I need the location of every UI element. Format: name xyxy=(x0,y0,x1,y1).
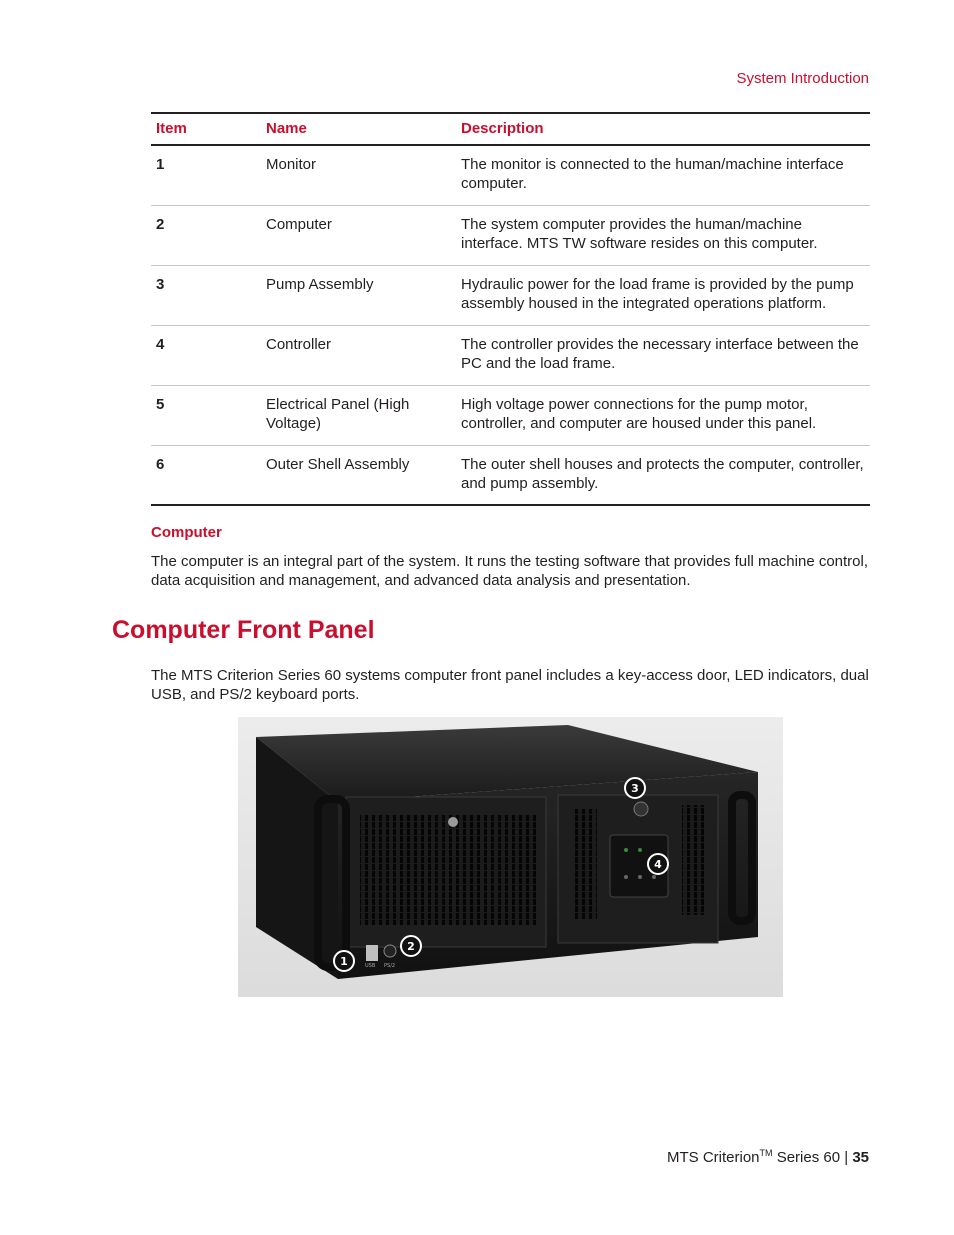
item-name: Pump Assembly xyxy=(261,266,456,326)
running-header: System Introduction xyxy=(736,70,869,87)
item-number: 4 xyxy=(151,326,261,386)
footer-product: MTS Criterion xyxy=(667,1149,760,1166)
svg-text:4: 4 xyxy=(654,858,662,871)
item-description: Hydraulic power for the load frame is provided by the pump assembly housed in the integrated operations platform. xyxy=(456,266,870,326)
table-row xyxy=(151,266,870,326)
computer-paragraph: The computer is an integral part of the system. It runs the testing software that provides full machine control, data acquisition and management, and advanced data analysis and presentation. xyxy=(151,553,869,589)
usb-port-label: USB xyxy=(365,963,376,969)
item-name: Monitor xyxy=(261,145,456,206)
computer-subheading: Computer xyxy=(151,524,222,541)
svg-text:3: 3 xyxy=(631,782,639,795)
item-number: 2 xyxy=(151,206,261,266)
callout-2 xyxy=(401,936,421,956)
section-title: Computer Front Panel xyxy=(112,616,375,644)
item-description: The controller provides the necessary interface between the PC and the load frame. xyxy=(456,326,870,386)
item-name: Outer Shell Assembly xyxy=(261,446,456,506)
item-description: The outer shell houses and protects the computer, controller, and pump assembly. xyxy=(456,446,870,506)
item-number: 6 xyxy=(151,446,261,506)
item-number: 3 xyxy=(151,266,261,326)
footer-series: Series 60 | xyxy=(772,1149,853,1166)
svg-text:2: 2 xyxy=(407,940,415,953)
computer-front-panel-photo xyxy=(238,717,783,997)
callout-3 xyxy=(625,778,645,798)
item-description: The system computer provides the human/machine interface. MTS TW software resides on this computer. xyxy=(456,206,870,266)
table-row xyxy=(151,206,870,266)
items-table xyxy=(151,112,870,506)
ps2-port-label: PS/2 xyxy=(384,963,396,969)
column-header-name: Name xyxy=(261,113,456,145)
table-row xyxy=(151,386,870,446)
item-description: The monitor is connected to the human/machine interface computer. xyxy=(456,145,870,206)
item-name: Computer xyxy=(261,206,456,266)
page-footer xyxy=(667,1148,869,1166)
front-panel-paragraph: The MTS Criterion Series 60 systems computer front panel includes a key-access door, LED indicators, dual USB, and PS/2 keyboard ports. xyxy=(151,667,869,703)
svg-text:1: 1 xyxy=(340,955,348,968)
trademark-symbol: TM xyxy=(759,1148,773,1158)
computer-chassis-illustration xyxy=(238,717,783,997)
item-number: 5 xyxy=(151,386,261,446)
page-number: 35 xyxy=(852,1149,869,1166)
column-header-item: Item xyxy=(151,113,261,145)
item-number: 1 xyxy=(151,145,261,206)
item-description: High voltage power connections for the pump motor, controller, and computer are housed under this panel. xyxy=(456,386,870,446)
column-header-description: Description xyxy=(456,113,870,145)
table-header-row xyxy=(151,113,870,145)
item-name: Electrical Panel (High Voltage) xyxy=(261,386,456,446)
callout-1 xyxy=(334,951,354,971)
item-name: Controller xyxy=(261,326,456,386)
callout-4 xyxy=(648,854,668,874)
table-row xyxy=(151,326,870,386)
table-row xyxy=(151,446,870,506)
table-row xyxy=(151,145,870,206)
